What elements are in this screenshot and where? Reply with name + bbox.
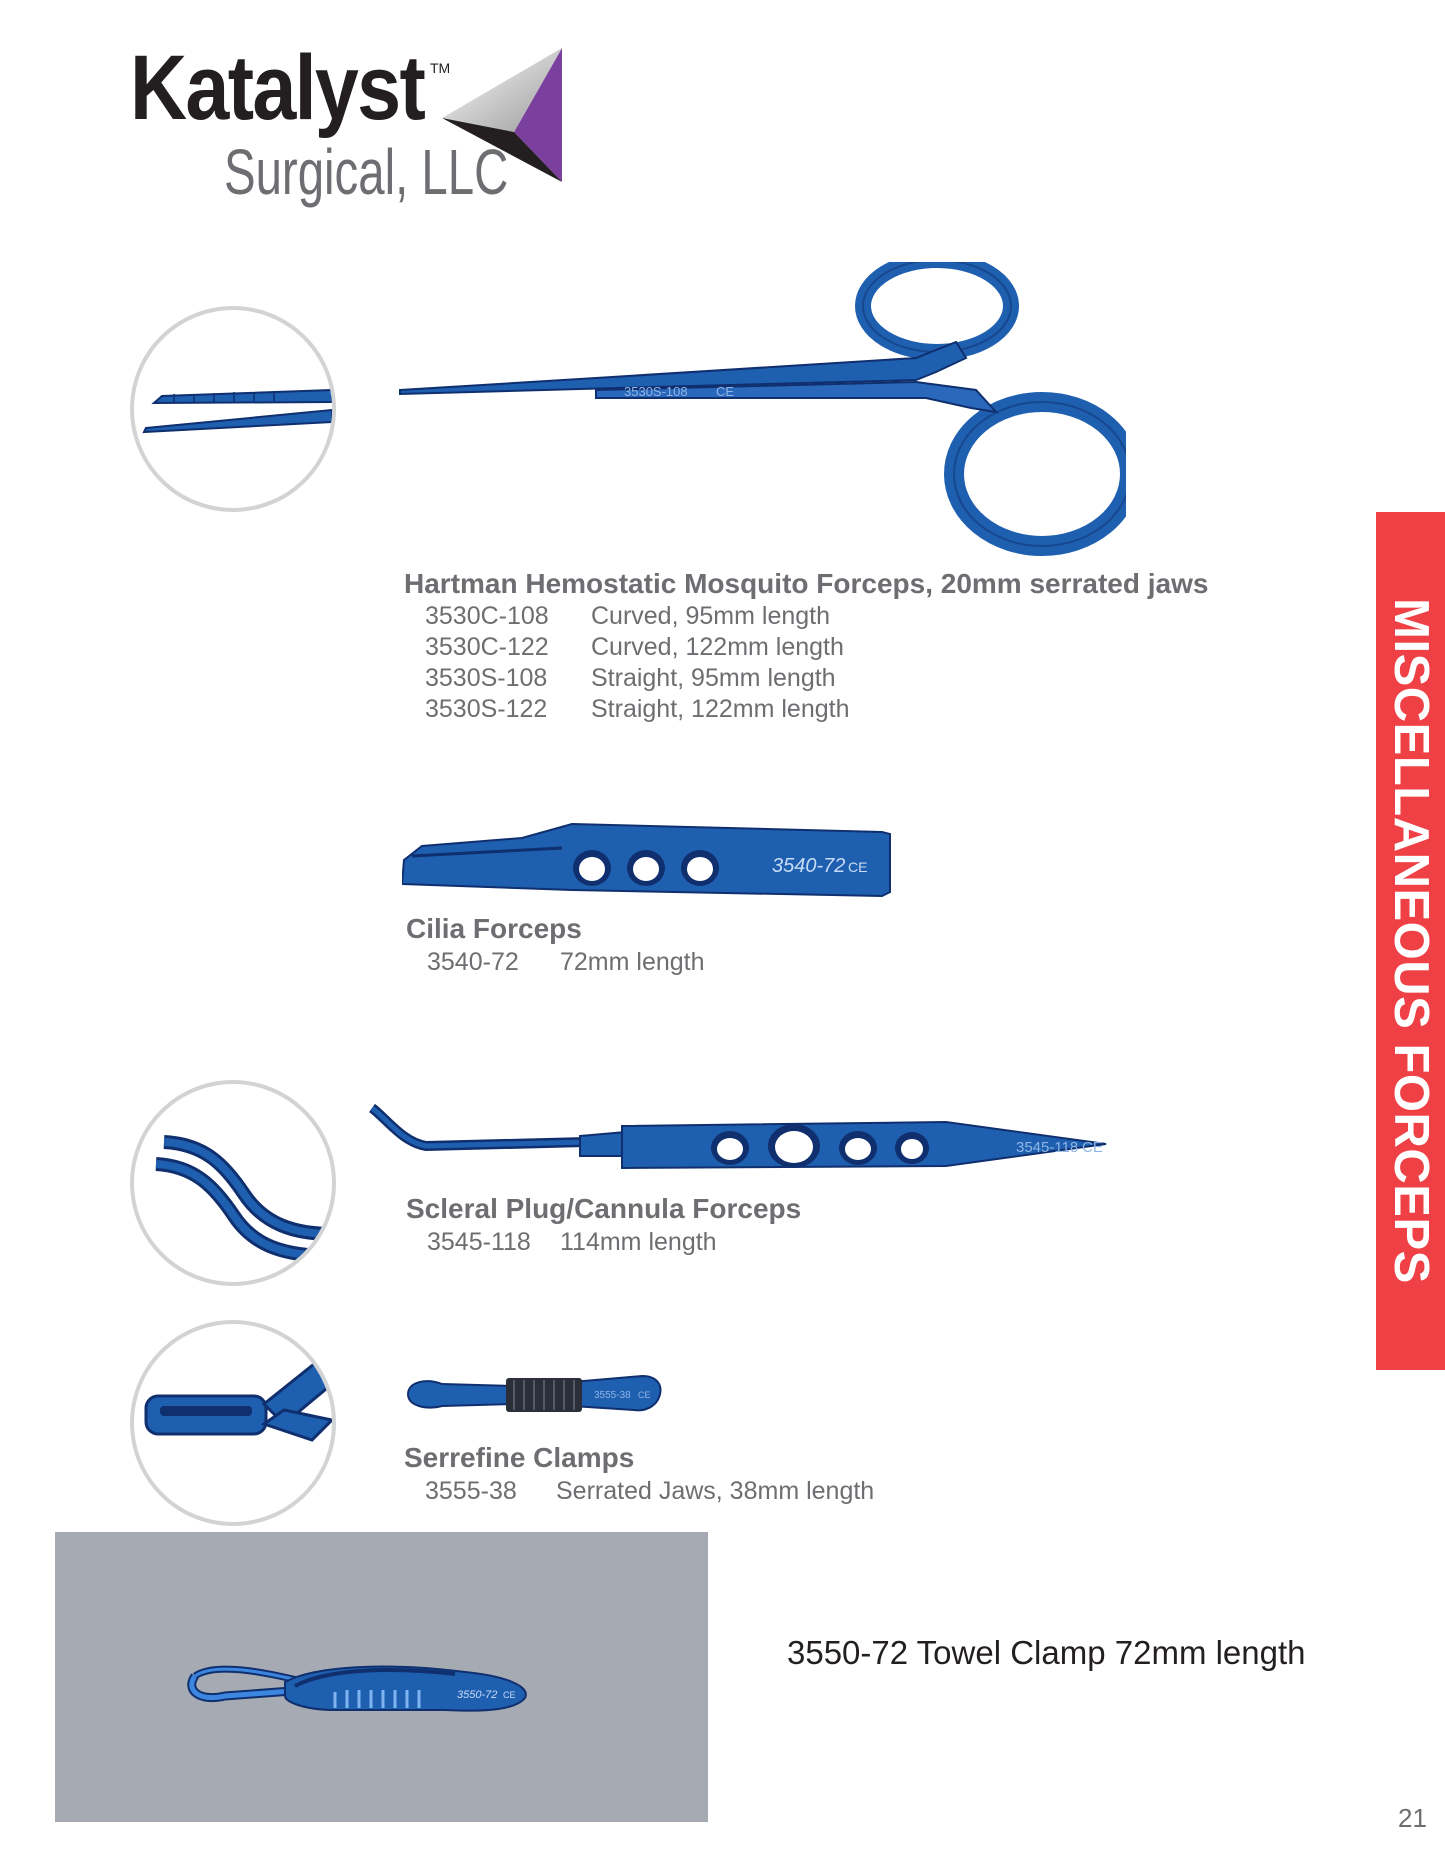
- serrefine-stamp: 3555-38: [594, 1390, 631, 1401]
- item-description: 114mm length: [560, 1228, 717, 1256]
- hartman-jaw-detail-icon: [134, 310, 332, 508]
- serrefine-clamp-image: [402, 1368, 664, 1420]
- item-code: 3555-38: [425, 1477, 517, 1505]
- page-number: 21: [1398, 1803, 1427, 1833]
- towel-clamp-label: 3550-72 Towel Clamp 72mm length: [787, 1634, 1306, 1671]
- list-item: [427, 1227, 717, 1258]
- item-code: 3530C-122: [425, 633, 549, 661]
- scleral-tip-detail-icon: [134, 1084, 332, 1282]
- logo-trademark: TM: [430, 60, 451, 76]
- list-item: [425, 663, 849, 694]
- list-item: [425, 1476, 874, 1507]
- logo-triangle-icon: [442, 48, 562, 184]
- towel-clamp-photo-panel: [55, 1532, 708, 1822]
- towel-clamp-ce-mark: CE: [503, 1690, 516, 1700]
- item-description: Serrated Jaws, 38mm length: [556, 1477, 875, 1505]
- logo-wordmark: Katalyst: [130, 37, 425, 139]
- cilia-forceps-image: [402, 820, 894, 900]
- towel-clamp-stamp: 3550-72: [457, 1689, 498, 1701]
- item-description: Straight, 122mm length: [591, 695, 850, 723]
- hartman-detail-circle: [130, 306, 336, 512]
- serrefine-ce-mark: CE: [638, 1390, 651, 1400]
- item-code: 3545-118: [427, 1228, 531, 1256]
- logo-subtitle: Surgical, LLC: [224, 136, 509, 208]
- scleral-forceps-image: [366, 1098, 1166, 1194]
- section-tab-label-wrap: [1376, 512, 1445, 1370]
- item-description: 72mm length: [560, 948, 705, 976]
- scleral-stamp: 3545-118: [1016, 1139, 1079, 1156]
- item-description: Curved, 95mm length: [591, 602, 831, 630]
- item-code: 3530C-108: [425, 602, 549, 630]
- item-code: 3530S-122: [425, 695, 548, 723]
- cilia-stamp: 3540-72: [772, 855, 846, 877]
- cilia-title: Cilia Forceps: [406, 913, 582, 944]
- item-code: 3530S-108: [425, 664, 548, 692]
- serrefine-title: Serrefine Clamps: [404, 1442, 635, 1473]
- serrefine-detail-circle: [130, 1320, 336, 1526]
- scleral-title: Scleral Plug/Cannula Forceps: [406, 1193, 802, 1224]
- section-tab-label: MISCELLANEOUS FORCEPS: [1383, 598, 1438, 1284]
- hartman-forceps-image: [396, 262, 1126, 562]
- list-item: [425, 694, 849, 725]
- serrefine-jaw-detail-icon: [134, 1324, 332, 1522]
- cilia-ce-mark: CE: [848, 859, 868, 875]
- list-item: [425, 632, 849, 663]
- item-description: Straight, 95mm length: [591, 664, 836, 692]
- item-code: 3540-72: [427, 948, 519, 976]
- towel-clamp-image: [185, 1652, 585, 1732]
- serrefine-item-list: [425, 1476, 874, 1507]
- cilia-item-list: [427, 947, 705, 978]
- hartman-item-list: [425, 601, 849, 725]
- hartman-stamp: 3530S-108: [624, 384, 688, 399]
- item-description: Curved, 122mm length: [591, 633, 844, 661]
- scleral-ce-mark: CE: [1082, 1139, 1103, 1156]
- hartman-ce-mark: CE: [716, 384, 735, 399]
- hartman-title: Hartman Hemostatic Mosquito Forceps, 20mm serrated jaws: [404, 568, 1209, 599]
- scleral-detail-circle: [130, 1080, 336, 1286]
- list-item: [425, 601, 849, 632]
- list-item: [427, 947, 705, 978]
- scleral-item-list: [427, 1227, 717, 1258]
